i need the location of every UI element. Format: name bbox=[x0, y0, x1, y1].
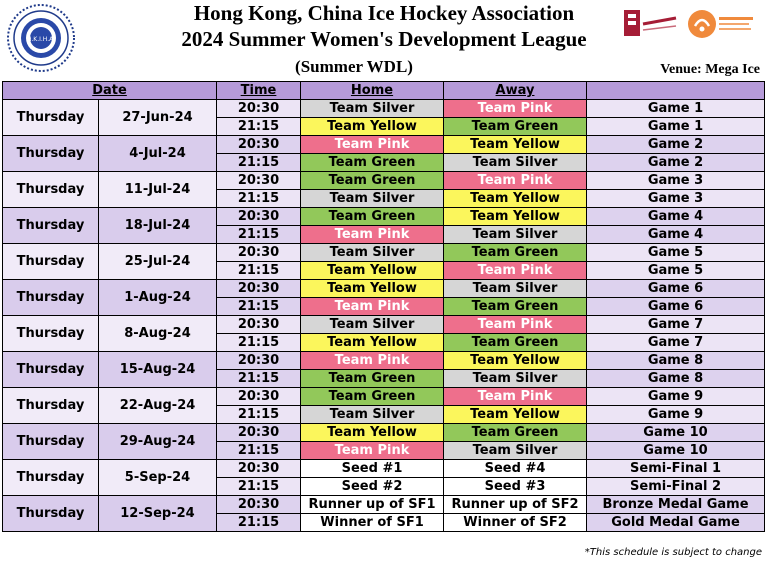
game-label-cell: Game 2 bbox=[587, 154, 765, 172]
away-team-cell: Seed #3 bbox=[444, 478, 587, 496]
home-team-cell: Team Green bbox=[301, 172, 444, 190]
away-team-cell: Team Pink bbox=[444, 172, 587, 190]
table-row bbox=[3, 208, 765, 226]
time-cell: 21:15 bbox=[217, 262, 301, 280]
date-cell: 8-Aug-24 bbox=[99, 316, 217, 352]
date-cell: 12-Sep-24 bbox=[99, 496, 217, 532]
date-cell: 25-Jul-24 bbox=[99, 244, 217, 280]
day-cell: Thursday bbox=[3, 316, 99, 352]
table-row bbox=[3, 100, 765, 118]
schedule-note: *This schedule is subject to change bbox=[584, 547, 762, 558]
away-team-cell: Team Yellow bbox=[444, 136, 587, 154]
home-team-cell: Team Pink bbox=[301, 442, 444, 460]
home-team-cell: Team Silver bbox=[301, 100, 444, 118]
day-cell: Thursday bbox=[3, 208, 99, 244]
away-team-cell: Team Green bbox=[444, 334, 587, 352]
away-team-cell: Team Green bbox=[444, 424, 587, 442]
day-cell: Thursday bbox=[3, 136, 99, 172]
home-team-cell: Seed #2 bbox=[301, 478, 444, 496]
game-label-cell: Game 3 bbox=[587, 172, 765, 190]
away-team-cell: Team Yellow bbox=[444, 352, 587, 370]
table-row bbox=[3, 244, 765, 262]
time-cell: 21:15 bbox=[217, 298, 301, 316]
game-label-cell: Game 8 bbox=[587, 352, 765, 370]
time-cell: 20:30 bbox=[217, 136, 301, 154]
table-header-row bbox=[3, 82, 765, 100]
home-team-cell: Team Pink bbox=[301, 352, 444, 370]
time-cell: 20:30 bbox=[217, 496, 301, 514]
away-team-cell: Team Silver bbox=[444, 442, 587, 460]
time-cell: 21:15 bbox=[217, 442, 301, 460]
time-cell: 20:30 bbox=[217, 172, 301, 190]
time-cell: 21:15 bbox=[217, 514, 301, 532]
home-team-cell: Team Yellow bbox=[301, 262, 444, 280]
away-team-cell: Team Pink bbox=[444, 316, 587, 334]
time-cell: 21:15 bbox=[217, 226, 301, 244]
header-date: Date bbox=[3, 82, 217, 100]
away-team-cell: Seed #4 bbox=[444, 460, 587, 478]
time-cell: 21:15 bbox=[217, 370, 301, 388]
game-label-cell: Game 3 bbox=[587, 190, 765, 208]
table-row bbox=[3, 316, 765, 334]
home-team-cell: Team Green bbox=[301, 154, 444, 172]
table-row bbox=[3, 496, 765, 514]
header-home: Home bbox=[301, 82, 444, 100]
away-team-cell: Team Green bbox=[444, 298, 587, 316]
day-cell: Thursday bbox=[3, 100, 99, 136]
away-team-cell: Team Yellow bbox=[444, 190, 587, 208]
date-cell: 4-Jul-24 bbox=[99, 136, 217, 172]
date-cell: 22-Aug-24 bbox=[99, 388, 217, 424]
home-team-cell: Team Silver bbox=[301, 316, 444, 334]
home-team-cell: Team Silver bbox=[301, 406, 444, 424]
header-game bbox=[587, 82, 765, 100]
date-cell: 15-Aug-24 bbox=[99, 352, 217, 388]
game-label-cell: Game 6 bbox=[587, 280, 765, 298]
away-team-cell: Team Pink bbox=[444, 100, 587, 118]
game-label-cell: Game 1 bbox=[587, 118, 765, 136]
game-label-cell: Gold Medal Game bbox=[587, 514, 765, 532]
schedule-body bbox=[3, 100, 765, 532]
home-team-cell: Team Green bbox=[301, 208, 444, 226]
time-cell: 20:30 bbox=[217, 388, 301, 406]
game-label-cell: Game 7 bbox=[587, 316, 765, 334]
time-cell: 21:15 bbox=[217, 118, 301, 136]
time-cell: 20:30 bbox=[217, 208, 301, 226]
away-team-cell: Team Pink bbox=[444, 262, 587, 280]
game-label-cell: Game 5 bbox=[587, 244, 765, 262]
venue-label: Venue: Mega Ice bbox=[660, 62, 760, 77]
away-team-cell: Team Silver bbox=[444, 370, 587, 388]
away-team-cell: Team Yellow bbox=[444, 208, 587, 226]
time-cell: 21:15 bbox=[217, 154, 301, 172]
time-cell: 20:30 bbox=[217, 100, 301, 118]
away-team-cell: Team Yellow bbox=[444, 406, 587, 424]
game-label-cell: Semi-Final 2 bbox=[587, 478, 765, 496]
time-cell: 20:30 bbox=[217, 244, 301, 262]
table-row bbox=[3, 388, 765, 406]
game-label-cell: Game 2 bbox=[587, 136, 765, 154]
home-team-cell: Team Yellow bbox=[301, 118, 444, 136]
away-team-cell: Team Green bbox=[444, 118, 587, 136]
game-label-cell: Game 8 bbox=[587, 370, 765, 388]
header-time: Time bbox=[217, 82, 301, 100]
date-cell: 11-Jul-24 bbox=[99, 172, 217, 208]
schedule-table bbox=[2, 81, 765, 532]
day-cell: Thursday bbox=[3, 424, 99, 460]
game-label-cell: Game 4 bbox=[587, 208, 765, 226]
home-team-cell: Team Green bbox=[301, 388, 444, 406]
date-cell: 29-Aug-24 bbox=[99, 424, 217, 460]
home-team-cell: Winner of SF1 bbox=[301, 514, 444, 532]
game-label-cell: Game 10 bbox=[587, 442, 765, 460]
day-cell: Thursday bbox=[3, 352, 99, 388]
game-label-cell: Game 5 bbox=[587, 262, 765, 280]
day-cell: Thursday bbox=[3, 244, 99, 280]
date-cell: 18-Jul-24 bbox=[99, 208, 217, 244]
table-row bbox=[3, 136, 765, 154]
home-team-cell: Team Yellow bbox=[301, 280, 444, 298]
away-team-cell: Team Silver bbox=[444, 154, 587, 172]
page-title-line1: Hong Kong, China Ice Hockey Association bbox=[193, 1, 575, 25]
away-team-cell: Team Green bbox=[444, 244, 587, 262]
home-team-cell: Team Yellow bbox=[301, 424, 444, 442]
away-team-cell: Team Pink bbox=[444, 388, 587, 406]
away-team-cell: Winner of SF2 bbox=[444, 514, 587, 532]
date-cell: 5-Sep-24 bbox=[99, 460, 217, 496]
away-team-cell: Runner up of SF2 bbox=[444, 496, 587, 514]
day-cell: Thursday bbox=[3, 172, 99, 208]
table-row bbox=[3, 460, 765, 478]
home-team-cell: Team Green bbox=[301, 370, 444, 388]
away-team-cell: Team Silver bbox=[444, 280, 587, 298]
game-label-cell: Game 7 bbox=[587, 334, 765, 352]
home-team-cell: Team Pink bbox=[301, 226, 444, 244]
time-cell: 20:30 bbox=[217, 280, 301, 298]
game-label-cell: Game 9 bbox=[587, 388, 765, 406]
home-team-cell: Seed #1 bbox=[301, 460, 444, 478]
home-team-cell: Team Silver bbox=[301, 190, 444, 208]
time-cell: 20:30 bbox=[217, 316, 301, 334]
date-cell: 1-Aug-24 bbox=[99, 280, 217, 316]
time-cell: 20:30 bbox=[217, 352, 301, 370]
day-cell: Thursday bbox=[3, 280, 99, 316]
time-cell: 21:15 bbox=[217, 190, 301, 208]
home-team-cell: Team Yellow bbox=[301, 334, 444, 352]
date-cell: 27-Jun-24 bbox=[99, 100, 217, 136]
game-label-cell: Game 9 bbox=[587, 406, 765, 424]
header-away: Away bbox=[444, 82, 587, 100]
home-team-cell: Runner up of SF1 bbox=[301, 496, 444, 514]
game-label-cell: Game 10 bbox=[587, 424, 765, 442]
page-title-line2: 2024 Summer Women's Development League bbox=[181, 27, 587, 51]
home-team-cell: Team Pink bbox=[301, 136, 444, 154]
day-cell: Thursday bbox=[3, 388, 99, 424]
time-cell: 20:30 bbox=[217, 460, 301, 478]
game-label-cell: Bronze Medal Game bbox=[587, 496, 765, 514]
time-cell: 20:30 bbox=[217, 424, 301, 442]
time-cell: 21:15 bbox=[217, 478, 301, 496]
away-team-cell: Team Silver bbox=[444, 226, 587, 244]
home-team-cell: Team Silver bbox=[301, 244, 444, 262]
day-cell: Thursday bbox=[3, 496, 99, 532]
page-subtitle: (Summer WDL) bbox=[295, 57, 413, 76]
table-row bbox=[3, 280, 765, 298]
home-team-cell: Team Pink bbox=[301, 298, 444, 316]
day-cell: Thursday bbox=[3, 460, 99, 496]
game-label-cell: Semi-Final 1 bbox=[587, 460, 765, 478]
table-row bbox=[3, 352, 765, 370]
table-row bbox=[3, 172, 765, 190]
time-cell: 21:15 bbox=[217, 406, 301, 424]
game-label-cell: Game 6 bbox=[587, 298, 765, 316]
game-label-cell: Game 1 bbox=[587, 100, 765, 118]
table-row bbox=[3, 424, 765, 442]
emblem-text: H.K.I.H.A. bbox=[26, 36, 56, 43]
game-label-cell: Game 4 bbox=[587, 226, 765, 244]
time-cell: 21:15 bbox=[217, 334, 301, 352]
